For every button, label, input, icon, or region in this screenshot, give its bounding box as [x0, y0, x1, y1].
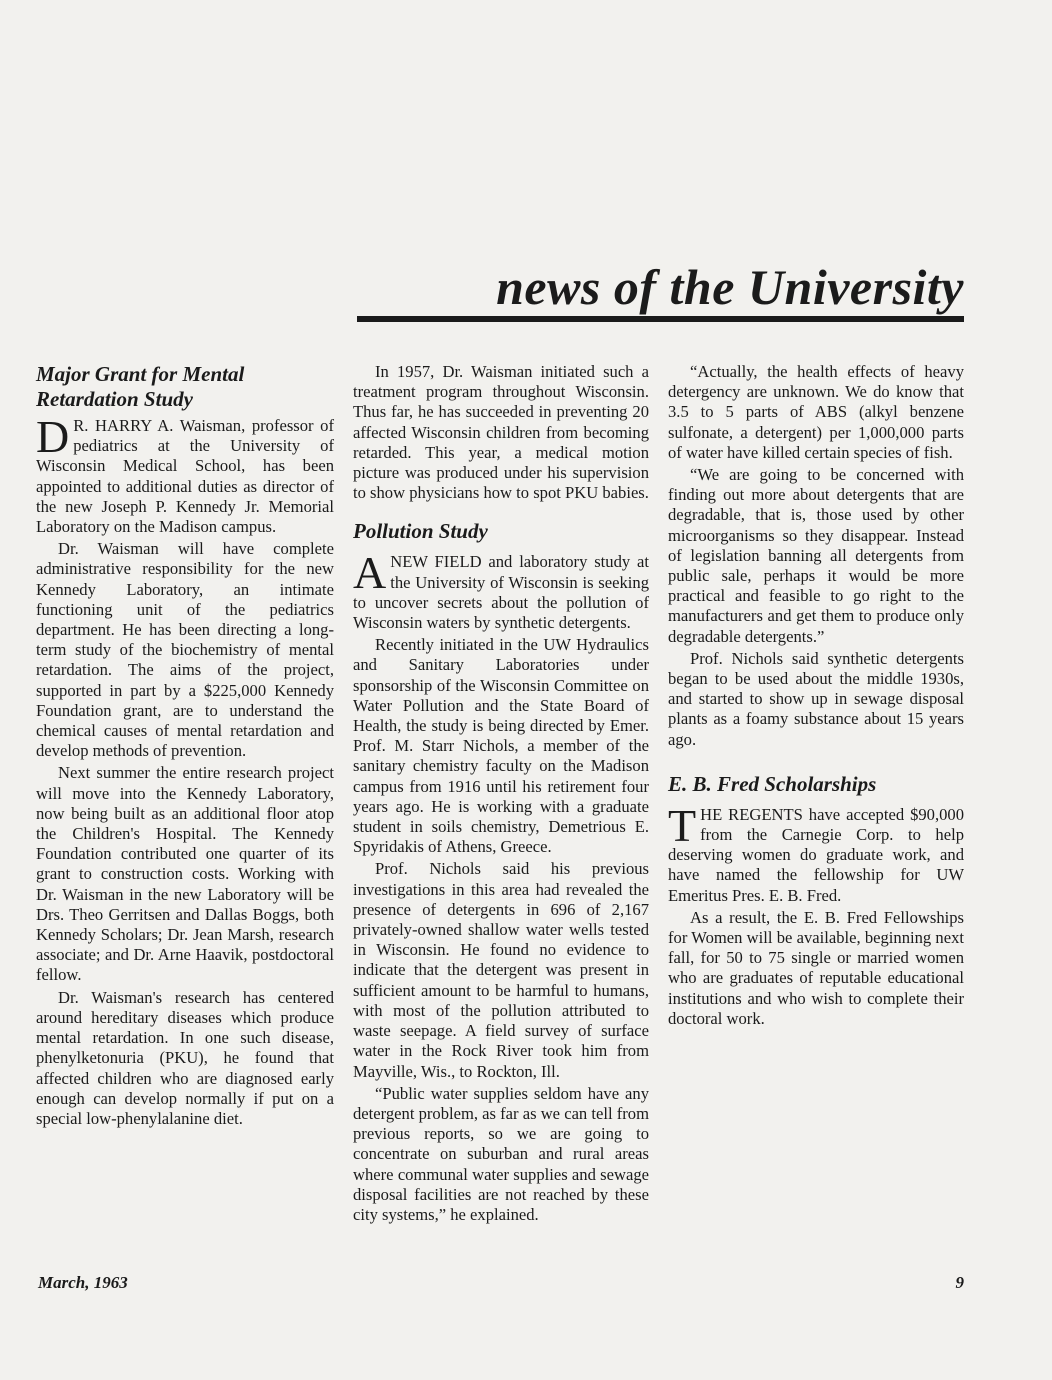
- title-rule: [357, 316, 964, 322]
- article-paragraph: As a result, the E. B. Fred Fellowships for Women will be available, beginning next fall, for 50 to 75 single or married women who are graduates of reputable educational institutions and who wish to complete their doctoral work.: [668, 907, 964, 1028]
- issue-date: March, 1963: [38, 1273, 128, 1292]
- page-number: 9: [955, 1273, 964, 1292]
- article-paragraph: Recently initiated in the UW Hydraulics and Sanitary Laboratories under sponsorship of the Wisconsin Committee on Water Pollution and the State Board of Health, the study is being directed by Emer. Prof. M. Starr Nichols, a member of the sanitary chemistry faculty on the Madison campus from 1916 until his retirement four years ago. He is working with a graduate student in soils chemistry, Demetrious E. Spyridakis of Athens, Greece.: [353, 635, 649, 857]
- article-paragraph: In 1957, Dr. Waisman initiated such a treatment program throughout Wisconsin. Thus far, he has succeeded in preventing 20 affected Wisconsin children from becoming retarded. This year, a medical motion picture was produced under his supervision to show physicians how to spot PKU babies.: [353, 362, 649, 503]
- column-3: [668, 362, 964, 1029]
- drop-cap: D: [36, 411, 70, 462]
- column-2: [353, 362, 649, 1225]
- article-heading-mental-retardation: Major Grant for Mental Retardation Study: [36, 362, 245, 411]
- article-paragraph: THE REGENTS have accepted $90,000 from the Carnegie Corp. to help deserving women do graduate work, and have named the fellowship for UW Emeritus Pres. E. B. Fred.: [668, 799, 964, 905]
- article-paragraph: “We are going to be concerned with finding out more about detergents that are degradable, that is, those used by other microorganisms so they disappear. Instead of legislation banning all detergents from public sale, perhaps it would be more practical and feasible to go right to the manufacturers and get them to produce only degradable detergents.”: [668, 465, 964, 646]
- article-paragraph: ANEW FIELD and laboratory study at the University of Wisconsin is seeking to uncover secrets about the pollution of Wisconsin waters by synthetic detergents.: [353, 547, 649, 633]
- section-title: news of the University: [496, 259, 964, 315]
- article-paragraph: Dr. Waisman's research has centered around hereditary diseases which produce mental retardation. In one such disease, phenylketonuria (PKU), he found that affected children who are diagnosed early enough can develop normally if put on a special low-phenylalanine diet.: [36, 987, 334, 1128]
- drop-cap: A: [353, 547, 387, 599]
- article-paragraph: “Public water supplies seldom have any detergent problem, as far as we can tell from previous reports, so we are going to concentrate on suburban and rural areas where communal water supplies and sewage disposal facilities are not reached by these city systems,” he explained.: [353, 1083, 649, 1224]
- article-paragraph: Prof. Nichols said synthetic detergents began to be used about the middle 1930s, and started to show up in sewage disposal plants as a foamy substance about 15 years ago.: [668, 648, 964, 749]
- column-1: [36, 362, 334, 1129]
- article-heading-pollution-study: Pollution Study: [353, 519, 488, 544]
- article-paragraph: Prof. Nichols said his previous investigations in this area had revealed the presence of detergents in 696 of 2,167 privately-owned shallow water wells tested in Wisconsin. He found no evidence to indicate that the detergent was present in sufficient amount to be harmful to humans, with most of the pollution attributed to waste seepage. A field survey of surface water in the Rock River took him from Mayville, Wis., to Rockton, Ill.: [353, 859, 649, 1081]
- article-heading-fred-scholarships: E. B. Fred Scholarships: [668, 771, 877, 796]
- article-paragraph: Next summer the entire research project will move into the Kennedy Laboratory, now being built as an additional floor atop the Children's Hospital. The Kennedy Foundation contributed one quarter of its grant to construction costs. Working with Dr. Waisman in the new Laboratory will be Drs. Theo Gerritsen and Dallas Boggs, both Kennedy Scholars; Dr. Jean Marsh, research associate; and Dr. Arne Haavik, postdoctoral fellow.: [36, 763, 334, 985]
- article-paragraph: D R. HARRY A. Waisman, professor of pediatrics at the University of Wisconsin Medical School, has been appointed to additional duties as director of the new Joseph P. Kennedy Jr. Memorial Laboratory on the Madison campus.: [36, 411, 334, 537]
- drop-cap: T: [668, 799, 697, 851]
- article-paragraph: “Actually, the health effects of heavy detergency are unknown. We do know that 3.5 to 5 parts of ABS (alkyl benzene sulfonate, a detergent) per 1,000,000 parts of water have killed certain species of fish.: [668, 362, 964, 462]
- article-paragraph: Dr. Waisman will have complete administrative responsibility for the new Kennedy Laboratory, an intimate functioning unit of the pediatrics department. He has been directing a long-term study of the biochemistry of mental retardation. The aims of the project, supported in part by a $225,000 Kennedy Foundation grant, are to understand the chemical causes of mental retardation and develop methods of prevention.: [36, 539, 334, 761]
